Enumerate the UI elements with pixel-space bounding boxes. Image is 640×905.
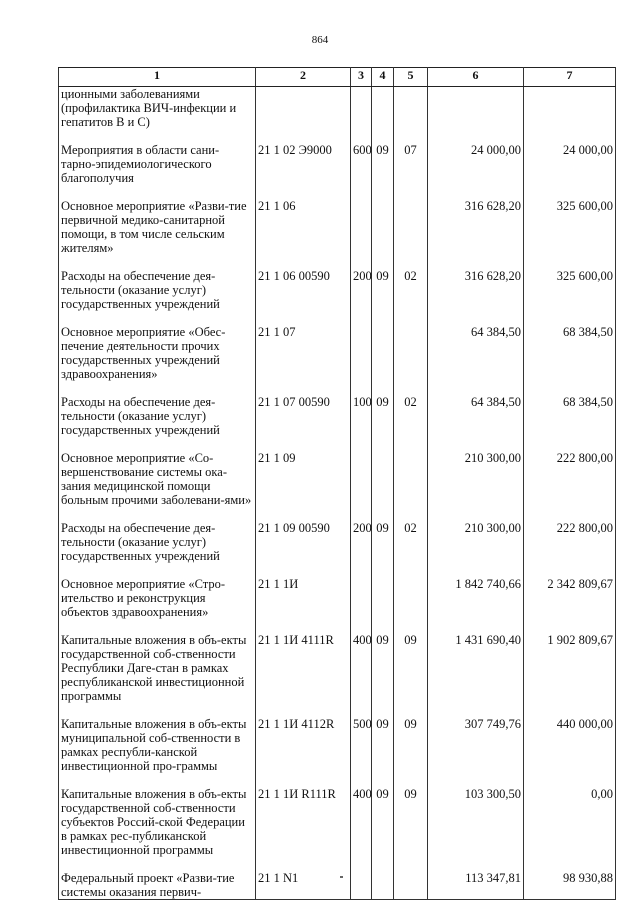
row-spacer xyxy=(59,437,616,451)
spacer-cell xyxy=(394,255,428,269)
row-amount-1-cell: 1 431 690,40 xyxy=(428,633,524,703)
spacer-cell xyxy=(372,773,394,787)
row-code-cell: 21 1 1И xyxy=(256,577,351,619)
table-row xyxy=(59,577,616,619)
row-name-cell: Основное мероприятие «Стро-ительство и реконструкция объектов здравоохранения» xyxy=(59,577,256,619)
spacer-cell xyxy=(256,437,351,451)
table-row xyxy=(59,633,616,703)
row-spacer xyxy=(59,857,616,871)
row-col4-cell xyxy=(372,871,394,900)
spacer-cell xyxy=(428,703,524,717)
table-row xyxy=(59,325,616,381)
spacer-cell xyxy=(394,129,428,143)
spacer-cell xyxy=(372,563,394,577)
table-row xyxy=(59,787,616,857)
spacer-cell xyxy=(59,507,256,521)
spacer-cell xyxy=(372,129,394,143)
column-header: 1 xyxy=(59,68,256,87)
row-amount-2-cell: 325 600,00 xyxy=(524,269,616,311)
row-amount-1-cell: 210 300,00 xyxy=(428,451,524,507)
spacer-cell xyxy=(428,773,524,787)
row-col4-cell: 09 xyxy=(372,143,394,185)
spacer-cell xyxy=(59,857,256,871)
row-amount-2-cell: 68 384,50 xyxy=(524,395,616,437)
spacer-cell xyxy=(351,703,372,717)
row-col3-cell xyxy=(351,871,372,900)
row-col4-cell xyxy=(372,87,394,130)
row-amount-2-cell: 440 000,00 xyxy=(524,717,616,773)
row-amount-2-cell: 325 600,00 xyxy=(524,199,616,255)
row-code-cell: 21 1 09 00590 xyxy=(256,521,351,563)
row-col5-cell: 09 xyxy=(394,787,428,857)
spacer-cell xyxy=(59,185,256,199)
table-row xyxy=(59,395,616,437)
spacer-cell xyxy=(351,129,372,143)
row-col5-cell xyxy=(394,199,428,255)
column-header: 7 xyxy=(524,68,616,87)
row-amount-1-cell: 210 300,00 xyxy=(428,521,524,563)
row-col4-cell xyxy=(372,325,394,381)
spacer-cell xyxy=(59,129,256,143)
spacer-cell xyxy=(428,437,524,451)
column-header: 5 xyxy=(394,68,428,87)
row-name-cell: Основное мероприятие «Со-вершенствование системы ока-зания медицинской помощи больным прочими заболевани-ями» xyxy=(59,451,256,507)
row-amount-2-cell: 2 342 809,67 xyxy=(524,577,616,619)
row-amount-1-cell: 113 347,81 xyxy=(428,871,524,900)
row-col5-cell: 07 xyxy=(394,143,428,185)
row-name-cell: Основное мероприятие «Разви-тие первичной медико-санитарной помощи, в том числе сельским жителям» xyxy=(59,199,256,255)
row-code-cell: 21 1 1И 4111R xyxy=(256,633,351,703)
row-amount-2-cell: 1 902 809,67 xyxy=(524,633,616,703)
row-code-cell: 21 1 02 Э9000 xyxy=(256,143,351,185)
row-code-cell: 21 1 1И R111R xyxy=(256,787,351,857)
spacer-cell xyxy=(428,129,524,143)
row-col3-cell: 400 xyxy=(351,633,372,703)
row-col3-cell: 200 xyxy=(351,521,372,563)
row-col3-cell xyxy=(351,451,372,507)
table-row xyxy=(59,717,616,773)
row-name-cell: Расходы на обеспечение дея-тельности (оказание услуг) государственных учреждений xyxy=(59,269,256,311)
spacer-cell xyxy=(524,129,616,143)
spacer-cell xyxy=(372,185,394,199)
spacer-cell xyxy=(256,857,351,871)
scan-dot xyxy=(340,876,343,878)
budget-table xyxy=(58,67,616,900)
spacer-cell xyxy=(394,437,428,451)
table-body xyxy=(59,87,616,900)
spacer-cell xyxy=(394,563,428,577)
row-spacer xyxy=(59,185,616,199)
spacer-cell xyxy=(351,773,372,787)
row-col5-cell: 02 xyxy=(394,521,428,563)
spacer-cell xyxy=(428,185,524,199)
spacer-cell xyxy=(524,381,616,395)
table-row xyxy=(59,269,616,311)
column-header: 4 xyxy=(372,68,394,87)
spacer-cell xyxy=(59,381,256,395)
row-col3-cell: 100 xyxy=(351,395,372,437)
row-name-cell: Расходы на обеспечение дея-тельности (оказание услуг) государственных учреждений xyxy=(59,395,256,437)
row-amount-2-cell: 222 800,00 xyxy=(524,451,616,507)
spacer-cell xyxy=(59,773,256,787)
table-row xyxy=(59,199,616,255)
spacer-cell xyxy=(524,437,616,451)
spacer-cell xyxy=(59,311,256,325)
row-amount-1-cell: 103 300,50 xyxy=(428,787,524,857)
spacer-cell xyxy=(59,703,256,717)
spacer-cell xyxy=(256,773,351,787)
row-col3-cell: 500 xyxy=(351,717,372,773)
column-header: 3 xyxy=(351,68,372,87)
spacer-cell xyxy=(524,857,616,871)
spacer-cell xyxy=(256,185,351,199)
spacer-cell xyxy=(372,857,394,871)
table-row xyxy=(59,521,616,563)
row-col5-cell xyxy=(394,325,428,381)
row-name-cell: Расходы на обеспечение дея-тельности (оказание услуг) государственных учреждений xyxy=(59,521,256,563)
spacer-cell xyxy=(372,311,394,325)
row-col4-cell: 09 xyxy=(372,521,394,563)
spacer-cell xyxy=(372,381,394,395)
spacer-cell xyxy=(351,311,372,325)
row-col4-cell: 09 xyxy=(372,269,394,311)
spacer-cell xyxy=(524,311,616,325)
row-col4-cell: 09 xyxy=(372,787,394,857)
row-col3-cell: 400 xyxy=(351,787,372,857)
spacer-cell xyxy=(394,507,428,521)
row-col5-cell: 09 xyxy=(394,717,428,773)
spacer-cell xyxy=(256,381,351,395)
row-code-cell: 21 1 06 00590 xyxy=(256,269,351,311)
row-name-cell: Основное мероприятие «Обес-печение деятельности прочих государственных учреждений здравоохранения» xyxy=(59,325,256,381)
row-col3-cell xyxy=(351,577,372,619)
row-col4-cell xyxy=(372,577,394,619)
row-name-cell: Капитальные вложения в объ-екты государственной соб-ственности субъектов Россий-ской Федерации в рамках рес-публиканской инвестиционной программы xyxy=(59,787,256,857)
header-row xyxy=(59,68,616,87)
row-col4-cell: 09 xyxy=(372,633,394,703)
spacer-cell xyxy=(351,563,372,577)
spacer-cell xyxy=(372,255,394,269)
row-amount-1-cell: 316 628,20 xyxy=(428,199,524,255)
spacer-cell xyxy=(372,437,394,451)
row-col4-cell xyxy=(372,451,394,507)
row-code-cell: 21 1 1И 4112R xyxy=(256,717,351,773)
row-col5-cell xyxy=(394,87,428,130)
spacer-cell xyxy=(256,563,351,577)
table-row xyxy=(59,143,616,185)
spacer-cell xyxy=(59,563,256,577)
row-amount-2-cell: 222 800,00 xyxy=(524,521,616,563)
row-amount-2-cell: 24 000,00 xyxy=(524,143,616,185)
table-row xyxy=(59,451,616,507)
spacer-cell xyxy=(372,507,394,521)
row-col5-cell xyxy=(394,451,428,507)
spacer-cell xyxy=(394,703,428,717)
row-col3-cell xyxy=(351,325,372,381)
spacer-cell xyxy=(351,507,372,521)
spacer-cell xyxy=(524,185,616,199)
row-amount-1-cell: 1 842 740,66 xyxy=(428,577,524,619)
spacer-cell xyxy=(256,311,351,325)
spacer-cell xyxy=(59,255,256,269)
row-col3-cell: 600 xyxy=(351,143,372,185)
row-amount-2-cell xyxy=(524,87,616,130)
row-spacer xyxy=(59,129,616,143)
spacer-cell xyxy=(59,619,256,633)
row-amount-1-cell: 24 000,00 xyxy=(428,143,524,185)
spacer-cell xyxy=(351,619,372,633)
row-code-cell: 21 1 07 00590 xyxy=(256,395,351,437)
row-amount-2-cell: 0,00 xyxy=(524,787,616,857)
row-spacer xyxy=(59,773,616,787)
row-amount-1-cell xyxy=(428,87,524,130)
row-col5-cell: 02 xyxy=(394,395,428,437)
row-col3-cell xyxy=(351,199,372,255)
row-col4-cell: 09 xyxy=(372,395,394,437)
row-amount-1-cell: 316 628,20 xyxy=(428,269,524,311)
spacer-cell xyxy=(394,619,428,633)
spacer-cell xyxy=(256,703,351,717)
spacer-cell xyxy=(372,703,394,717)
row-code-cell: 21 1 07 xyxy=(256,325,351,381)
row-col5-cell: 02 xyxy=(394,269,428,311)
row-name-cell: Мероприятия в области сани-тарно-эпидемиологического благополучия xyxy=(59,143,256,185)
spacer-cell xyxy=(428,619,524,633)
table-row xyxy=(59,87,616,130)
row-col4-cell xyxy=(372,199,394,255)
spacer-cell xyxy=(428,311,524,325)
row-name-cell: Федеральный проект «Разви-тие системы оказания первич- xyxy=(59,871,256,900)
spacer-cell xyxy=(524,563,616,577)
row-name-cell: Капитальные вложения в объ-екты государственной соб-ственности Республики Даге-стан в рамках республиканской инвестиционной программы xyxy=(59,633,256,703)
row-amount-2-cell: 98 930,88 xyxy=(524,871,616,900)
row-amount-1-cell: 64 384,50 xyxy=(428,325,524,381)
row-spacer xyxy=(59,311,616,325)
row-spacer xyxy=(59,563,616,577)
row-code-cell xyxy=(256,87,351,130)
spacer-cell xyxy=(394,185,428,199)
spacer-cell xyxy=(394,773,428,787)
spacer-cell xyxy=(428,381,524,395)
row-spacer xyxy=(59,255,616,269)
row-spacer xyxy=(59,507,616,521)
table-row xyxy=(59,871,616,900)
spacer-cell xyxy=(394,381,428,395)
row-spacer xyxy=(59,703,616,717)
spacer-cell xyxy=(428,255,524,269)
spacer-cell xyxy=(524,507,616,521)
row-amount-2-cell: 68 384,50 xyxy=(524,325,616,381)
spacer-cell xyxy=(256,619,351,633)
spacer-cell xyxy=(524,619,616,633)
spacer-cell xyxy=(351,857,372,871)
spacer-cell xyxy=(351,185,372,199)
spacer-cell xyxy=(351,381,372,395)
spacer-cell xyxy=(428,857,524,871)
row-spacer xyxy=(59,619,616,633)
spacer-cell xyxy=(524,255,616,269)
row-amount-1-cell: 64 384,50 xyxy=(428,395,524,437)
page-number: 864 xyxy=(311,34,329,46)
spacer-cell xyxy=(256,255,351,269)
row-col5-cell xyxy=(394,577,428,619)
spacer-cell xyxy=(394,311,428,325)
row-name-cell: ционными заболеваниями (профилактика ВИЧ-инфекции и гепатитов В и С) xyxy=(59,87,256,130)
spacer-cell xyxy=(524,773,616,787)
spacer-cell xyxy=(524,703,616,717)
row-amount-1-cell: 307 749,76 xyxy=(428,717,524,773)
column-header: 6 xyxy=(428,68,524,87)
row-col3-cell xyxy=(351,87,372,130)
row-col3-cell: 200 xyxy=(351,269,372,311)
column-header: 2 xyxy=(256,68,351,87)
spacer-cell xyxy=(428,507,524,521)
spacer-cell xyxy=(59,437,256,451)
row-spacer xyxy=(59,381,616,395)
spacer-cell xyxy=(428,563,524,577)
spacer-cell xyxy=(351,437,372,451)
row-col4-cell: 09 xyxy=(372,717,394,773)
spacer-cell xyxy=(256,129,351,143)
spacer-cell xyxy=(394,857,428,871)
spacer-cell xyxy=(372,619,394,633)
spacer-cell xyxy=(351,255,372,269)
row-code-cell: 21 1 06 xyxy=(256,199,351,255)
row-name-cell: Капитальные вложения в объ-екты муниципальной соб-ственности в рамках республи-канской инвестиционной про-граммы xyxy=(59,717,256,773)
row-code-cell: 21 1 09 xyxy=(256,451,351,507)
row-col5-cell: 09 xyxy=(394,633,428,703)
row-code-cell: 21 1 N1 xyxy=(256,871,351,900)
spacer-cell xyxy=(256,507,351,521)
row-col5-cell xyxy=(394,871,428,900)
